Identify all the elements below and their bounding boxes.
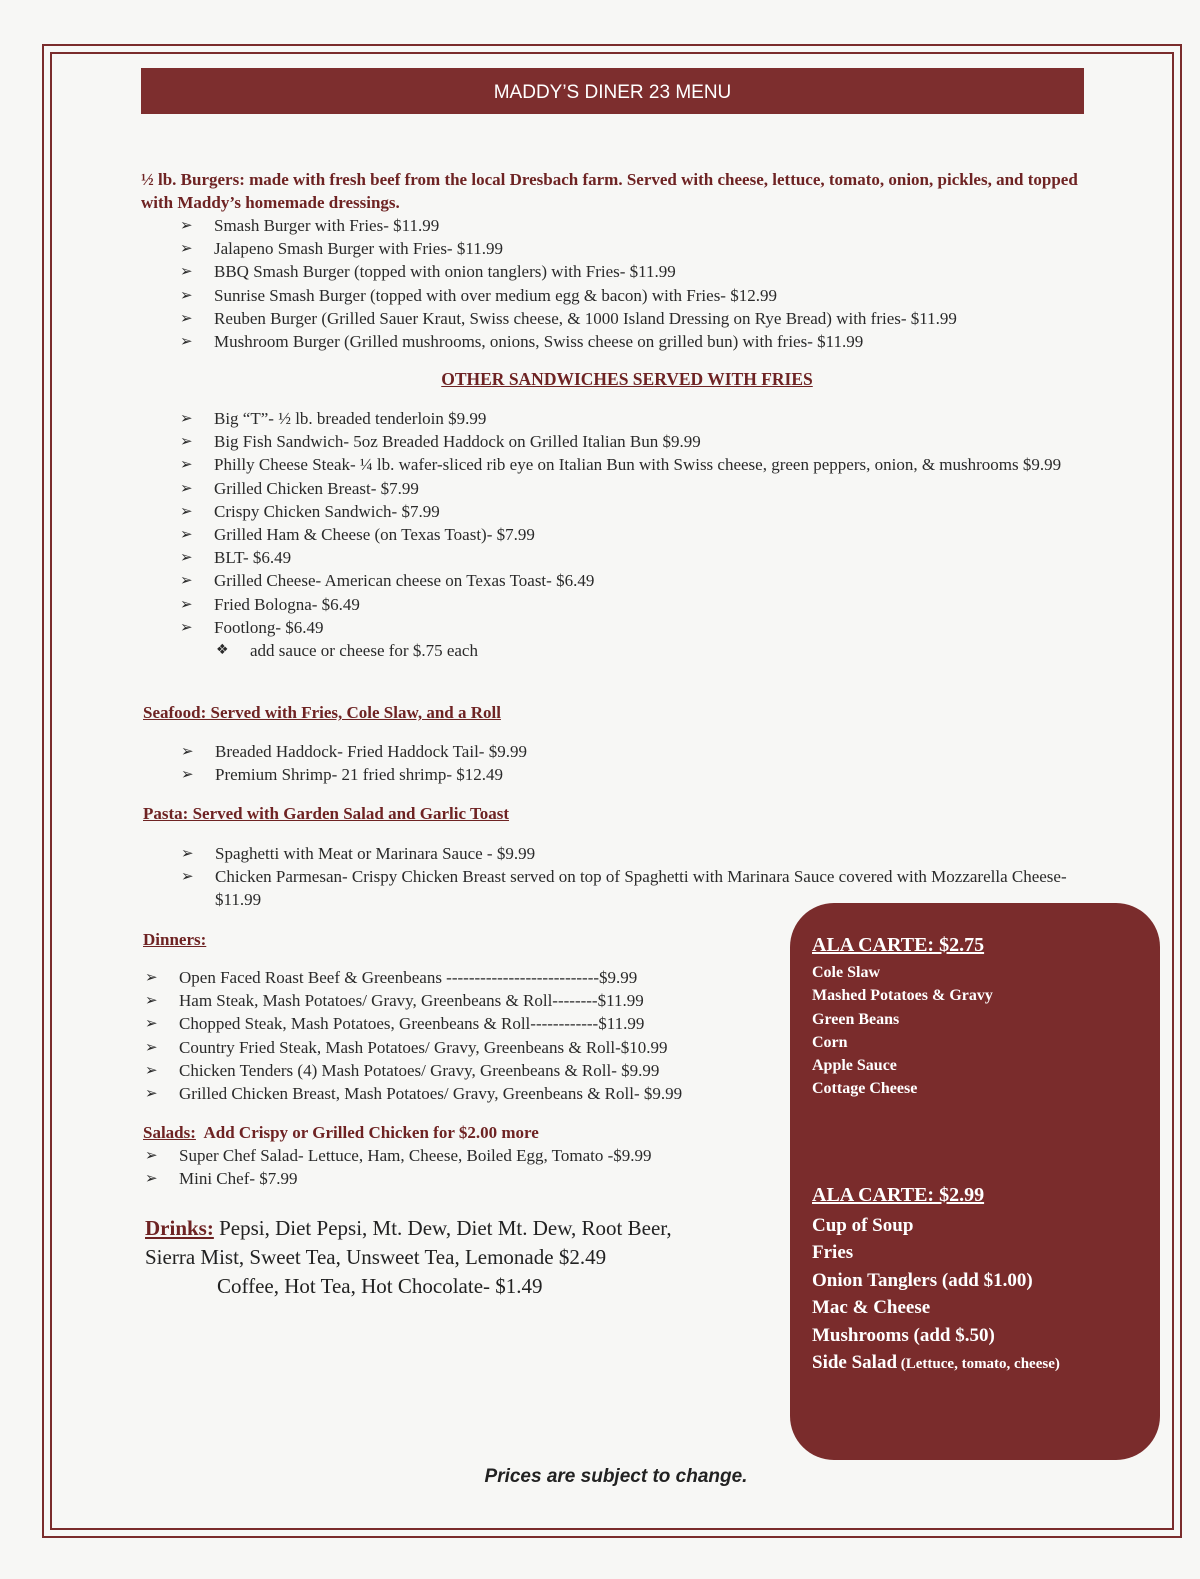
ala-carte-heading-1: ALA CARTE: $2.75 [812, 934, 985, 956]
seafood-heading: Seafood: Served with Fries, Cole Slaw, and a Roll [143, 703, 501, 722]
list-item: ➢ Sunrise Smash Burger (topped with over medium egg & bacon) with Fries- $12.99 [180, 284, 1120, 307]
list-item: ➢ Grilled Ham & Cheese (on Texas Toast)- $7.99 [180, 523, 1090, 546]
burgers-list [180, 214, 1120, 353]
list-item: Cup of Soup [812, 1214, 914, 1236]
list-item: ➢ Fried Bologna- $6.49 [180, 593, 1090, 616]
menu-title: MADDY’S DINER 23 MENU [493, 82, 732, 103]
arrowhead-bullet-icon: ➢ [180, 308, 193, 327]
list-item: ➢ Crispy Chicken Sandwich- $7.99 [180, 500, 1090, 523]
arrowhead-bullet-icon: ➢ [181, 844, 194, 862]
arrowhead-bullet-icon: ➢ [145, 1014, 158, 1033]
seafood-list [181, 740, 1081, 786]
list-item: Corn [812, 1033, 848, 1051]
arrowhead-bullet-icon: ➢ [180, 571, 193, 590]
arrowhead-bullet-icon: ➢ [180, 409, 193, 427]
drinks-section [145, 1214, 795, 1301]
price-disclaimer: Prices are subject to change. [484, 1466, 748, 1487]
list-item: ➢ Breaded Haddock- Fried Haddock Tail- $9.99 [181, 740, 1081, 763]
list-item: Green Beans [812, 1010, 900, 1028]
arrowhead-bullet-icon: ➢ [180, 285, 193, 304]
arrowhead-bullet-icon: ➢ [180, 594, 193, 613]
list-item: ➢ Spaghetti with Meat or Marinara Sauce - $9.99 [181, 842, 1081, 865]
arrowhead-bullet-icon: ➢ [180, 239, 193, 258]
list-item: ➢ Super Chef Salad- Lettuce, Ham, Cheese, Boiled Egg, Tomato -$9.99 [145, 1144, 805, 1167]
arrowhead-bullet-icon: ➢ [145, 1060, 158, 1079]
arrowhead-bullet-icon: ➢ [145, 1084, 158, 1103]
arrowhead-bullet-icon: ➢ [145, 1146, 158, 1164]
side-salad-note: (Lettuce, tomato, cheese) [897, 1356, 1060, 1373]
pasta-heading: Pasta: Served with Garden Salad and Garlic Toast [143, 804, 510, 823]
arrowhead-bullet-icon: ➢ [180, 432, 193, 451]
list-item: Mashed Potatoes & Gravy [812, 987, 993, 1005]
arrowhead-bullet-icon: ➢ [181, 742, 194, 760]
arrowhead-bullet-icon: ➢ [180, 262, 193, 281]
list-item: ➢ Mini Chef- $7.99 [145, 1167, 805, 1190]
list-item: Onion Tanglers (add $1.00) [812, 1269, 1033, 1291]
list-item: ➢ Footlong- $6.49 [180, 616, 1090, 639]
arrowhead-bullet-icon: ➢ [145, 968, 158, 986]
list-item: ➢ Big Fish Sandwich- 5oz Breaded Haddock on Grilled Italian Bun $9.99 [180, 430, 1090, 453]
list-item: Fries [812, 1242, 854, 1264]
list-item: Cottage Cheese [812, 1080, 918, 1098]
ala-carte-panel [790, 903, 1160, 1460]
arrowhead-bullet-icon: ➢ [180, 617, 193, 636]
side-salad-label: Side Salad [812, 1352, 898, 1374]
dinners-heading: Dinners: [143, 930, 207, 949]
pasta-list [181, 842, 1081, 912]
list-item: Mushrooms (add $.50) [812, 1324, 995, 1346]
list-item: ➢ Ham Steak, Mash Potatoes/ Gravy, Greenbeans & Roll--------$11.99 [145, 989, 805, 1012]
list-item: ➢ Mushroom Burger (Grilled mushrooms, onions, Swiss cheese on grilled bun) with fries- $11.99 [180, 330, 1120, 353]
arrowhead-bullet-icon: ➢ [145, 1169, 158, 1188]
list-item: ➢ Country Fried Steak, Mash Potatoes/ Gravy, Greenbeans & Roll-$10.99 [145, 1036, 805, 1059]
list-item: ➢ Philly Cheese Steak- ¼ lb. wafer-sliced rib eye on Italian Bun with Swiss cheese, green peppers, onion, & mushrooms $9.99 [180, 453, 1090, 476]
list-item: ➢ Chicken Parmesan- Crispy Chicken Breast served on top of Spaghetti with Marinara Sauce covered with Mozzarella Cheese- $11.99 [181, 867, 1067, 910]
list-item: ➢ Big “T”- ½ lb. breaded tenderloin $9.99 [180, 407, 1090, 430]
drinks-line-2: Sierra Mist, Sweet Tea, Unsweet Tea, Lemonade $2.49 [145, 1245, 607, 1269]
menu-title-banner [141, 68, 1084, 114]
arrowhead-bullet-icon: ➢ [180, 455, 193, 474]
salads-list [145, 1144, 805, 1190]
sandwich-note: ❖ add sauce or cheese for $.75 each [180, 639, 1090, 662]
list-item: ➢ Reuben Burger (Grilled Sauer Kraut, Swiss cheese, & 1000 Island Dressing on Rye Bread) with fries- $11.99 [180, 307, 1120, 330]
list-item: Cole Slaw [812, 964, 880, 981]
drinks-line-3: Coffee, Hot Tea, Hot Chocolate- $1.49 [217, 1274, 543, 1298]
ala-carte-heading-2: ALA CARTE: $2.99 [812, 1183, 985, 1206]
salads-heading: Salads: Add Crispy or Grilled Chicken for $2.00 more [143, 1123, 539, 1142]
list-item: Apple Sauce [812, 1057, 897, 1075]
sandwiches-heading: OTHER SANDWICHES SERVED WITH FRIES [441, 369, 813, 389]
arrowhead-bullet-icon: ➢ [145, 1037, 158, 1056]
arrowhead-bullet-icon: ➢ [180, 332, 193, 351]
list-item: ➢ BLT- $6.49 [180, 546, 1090, 569]
ala-carte-list-1 [812, 961, 1160, 1101]
list-item: ➢ Grilled Cheese- American cheese on Texas Toast- $6.49 [180, 569, 1090, 592]
list-item: ➢ BBQ Smash Burger (topped with onion tanglers) with Fries- $11.99 [180, 260, 1120, 283]
list-item: ➢ Chopped Steak, Mash Potatoes, Greenbeans & Roll------------$11.99 [145, 1012, 805, 1035]
arrowhead-bullet-icon: ➢ [180, 501, 193, 520]
list-item: ➢ Jalapeno Smash Burger with Fries- $11.99 [180, 237, 1120, 260]
arrowhead-bullet-icon: ➢ [180, 548, 193, 567]
arrowhead-bullet-icon: ➢ [181, 765, 194, 784]
list-item: ➢ Smash Burger with Fries- $11.99 [180, 214, 1120, 237]
ala-carte-list-2 [812, 1212, 1160, 1377]
list-item: ➢ Open Faced Roast Beef & Greenbeans ---------------------------$9.99 [145, 966, 805, 989]
burgers-intro: ½ lb. Burgers: made with fresh beef from the local Dresbach farm. Served with cheese, lettuce, tomato, onion, pickles, and topped with Maddy’s homemade dressings. [141, 170, 1078, 212]
list-item: ➢ Grilled Chicken Breast- $7.99 [180, 477, 1090, 500]
list-item [812, 1349, 1102, 1377]
arrowhead-bullet-icon: ➢ [180, 478, 193, 497]
four-diamond-bullet-icon: ❖ [216, 642, 229, 659]
drinks-label: Drinks: [145, 1216, 214, 1240]
arrowhead-bullet-icon: ➢ [145, 991, 158, 1010]
sandwiches-list [180, 407, 1090, 662]
arrowhead-bullet-icon: ➢ [180, 216, 193, 234]
list-item: ➢ Premium Shrimp- 21 fried shrimp- $12.49 [181, 763, 1081, 786]
list-item: ➢ Grilled Chicken Breast, Mash Potatoes/ Gravy, Greenbeans & Roll- $9.99 [145, 1082, 805, 1105]
arrowhead-bullet-icon: ➢ [180, 525, 193, 544]
list-item: Mac & Cheese [812, 1297, 931, 1319]
dinners-list [145, 966, 805, 1105]
arrowhead-bullet-icon: ➢ [181, 867, 194, 886]
list-item: ➢ Chicken Tenders (4) Mash Potatoes/ Gravy, Greenbeans & Roll- $9.99 [145, 1059, 805, 1082]
drinks-line-1: Pepsi, Diet Pepsi, Mt. Dew, Diet Mt. Dew, Root Beer, [213, 1216, 672, 1240]
